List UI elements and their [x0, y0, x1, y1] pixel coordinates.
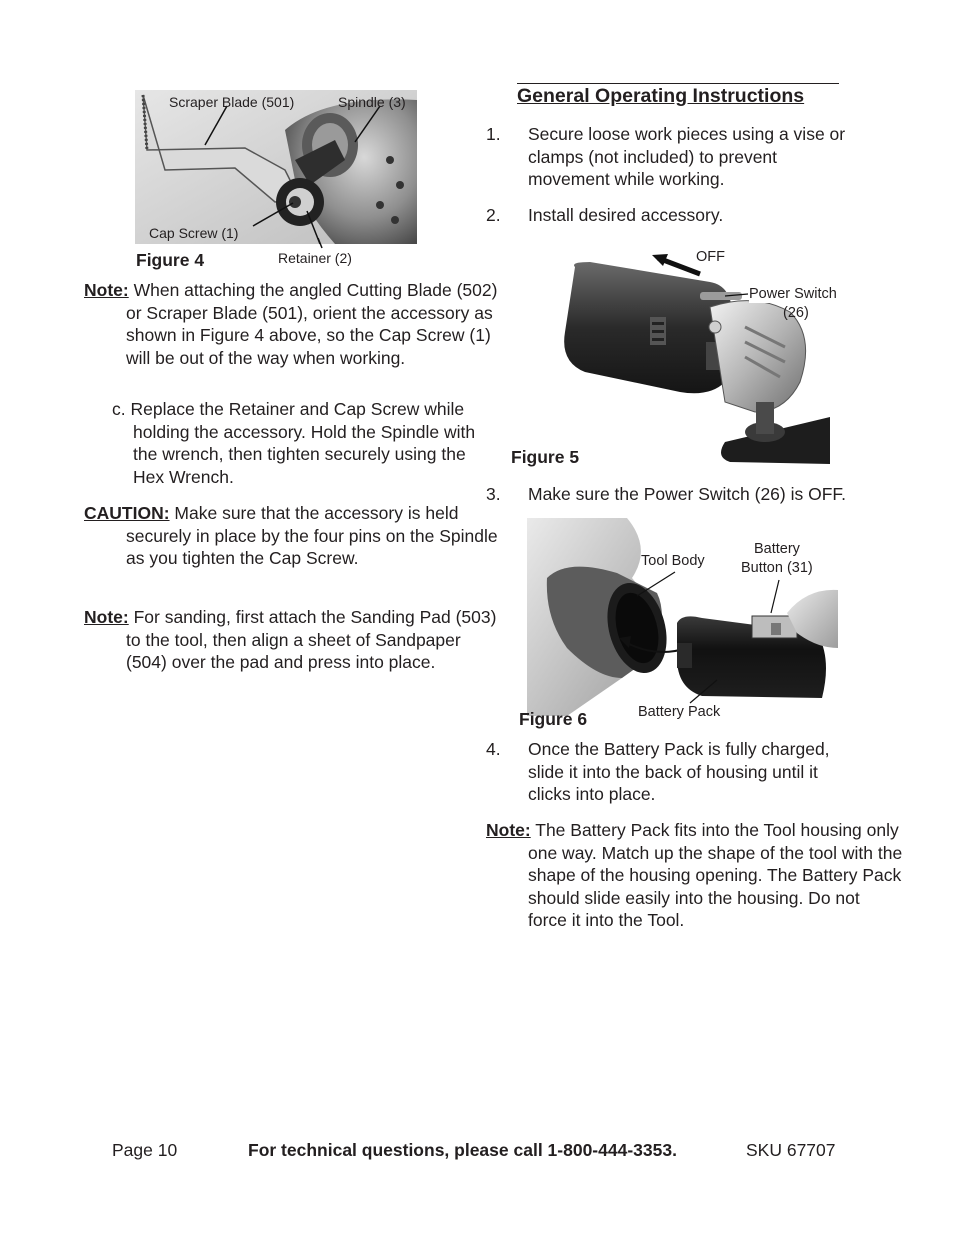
step-3-text: Make sure the Power Switch (26) is OFF.: [528, 484, 847, 504]
note-battery-text: The Battery Pack fits into the Tool housing only one way. Match up the shape of the tool with the shape of the housing opening. The Battery Pack should slide easily into the housing. Do not force it into the Tool.: [528, 820, 903, 931]
note-battery-label: Note:: [486, 820, 531, 840]
figure-4-illustration: [135, 90, 417, 244]
figure-4-photo: [135, 90, 417, 244]
figure-6-callout-battery-pack: Battery Pack: [638, 704, 721, 720]
caution-label: CAUTION:: [84, 503, 170, 523]
step-2-text: Install desired accessory.: [528, 205, 724, 225]
note-label: Note:: [84, 280, 129, 300]
figure-5-illustration: [530, 252, 835, 467]
footer-page-number: Page 10: [112, 1140, 178, 1160]
section-heading: General Operating Instructions: [517, 85, 805, 107]
figure-5-photo: [530, 252, 835, 467]
figure-5-callout-off: OFF: [696, 249, 725, 265]
step-4-text: Once the Battery Pack is fully charged, slide it into the back of housing until it clicks into place.: [528, 739, 830, 805]
step-1-text: Secure loose work pieces using a vise or clamps (not included) to prevent movement while working.: [528, 124, 846, 190]
step-3-number: 3.: [486, 484, 501, 504]
footer-sku: SKU 67707: [746, 1140, 836, 1160]
step-2: [486, 204, 866, 228]
footer-support-text: For technical questions, please call 1-800-444-3353.: [248, 1140, 677, 1160]
heading-rule: [517, 83, 839, 84]
note-text: When attaching the angled Cutting Blade (502) or Scraper Blade (501), orient the accessory as shown in Figure 4 above, so the Cap Screw (1) will be out of the way when working.: [126, 280, 498, 368]
figure-5-callout-power-switch-2: (26): [783, 305, 809, 321]
step-2-number: 2.: [486, 205, 501, 225]
caution-text: Make sure that the accessory is held securely in place by the four pins on the Spindle as you tighten the Cap Screw.: [126, 503, 498, 569]
step-1-number: 1.: [486, 124, 501, 144]
step-1: [486, 123, 866, 193]
step-c-text: c. Replace the Retainer and Cap Screw while holding the accessory. Hold the Spindle with the wrench, then tighten securely using the Hex Wrench.: [112, 399, 476, 487]
figure-4-callout-retainer: Retainer (2): [278, 250, 352, 266]
figure-4-callout-scraper-blade: Scraper Blade (501): [169, 94, 295, 110]
note-battery-pack: [486, 819, 903, 932]
figure-6-callout-battery-button-2: Button (31): [741, 560, 813, 576]
retainer-leader-line: [310, 238, 330, 250]
figure-5-label: Figure 5: [511, 447, 580, 467]
figure-6-callout-battery-button-1: Battery: [754, 541, 800, 557]
figure-4-callout-spindle: Spindle (3): [338, 94, 406, 110]
step-c: [112, 398, 478, 488]
step-3: [486, 483, 876, 507]
note-sanding-label: Note:: [84, 607, 129, 627]
figure-5-callout-power-switch-1: Power Switch: [749, 286, 837, 302]
step-4: [486, 738, 876, 808]
figure-6-label: Figure 6: [519, 709, 588, 729]
note-attaching-blade: [84, 279, 514, 369]
note-sanding-text: For sanding, first attach the Sanding Pad (503) to the tool, then align a sheet of Sandpaper (504) over the pad and press into place.: [126, 607, 497, 673]
step-4-number: 4.: [486, 739, 501, 759]
figure-6-callout-tool-body: Tool Body: [641, 553, 705, 569]
figure-4-label: Figure 4: [136, 250, 205, 270]
figure-4-callout-cap-screw: Cap Screw (1): [149, 225, 239, 241]
note-sanding: [84, 606, 506, 674]
caution-accessory: [84, 502, 506, 570]
